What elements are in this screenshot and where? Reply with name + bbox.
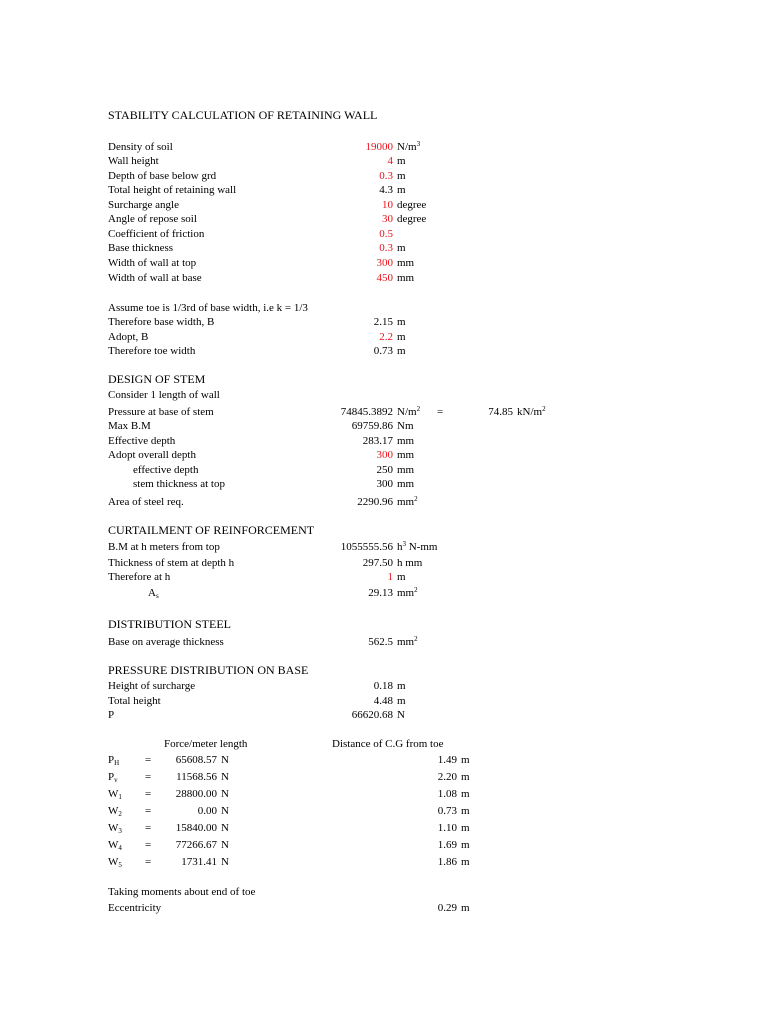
distance-value: 1.69: [437, 839, 457, 851]
distance-unit: m: [461, 771, 470, 783]
column-header: Force/meter length: [164, 738, 248, 750]
force-unit: N: [221, 788, 229, 800]
row-label: Effective depth: [108, 435, 176, 447]
row-label: Thickness of stem at depth h: [108, 557, 235, 569]
row-label: Therefore toe width: [108, 345, 196, 357]
input-label: Coefficient of friction: [108, 228, 205, 240]
row-value: 29.13: [368, 587, 393, 599]
input-value: 450: [376, 272, 393, 284]
distance-value: 0.73: [437, 805, 457, 817]
row-value: 1055555.56: [340, 541, 393, 553]
input-value: 0.5: [379, 228, 393, 240]
input-unit: mm: [397, 272, 415, 284]
row-unit: m: [397, 316, 406, 328]
row-unit: mm: [397, 464, 415, 476]
row-value: 4.48: [373, 695, 393, 707]
equals-sign: =: [145, 822, 152, 834]
row-value: 2.15: [373, 316, 393, 328]
row-label: $A_s$: [148, 587, 159, 600]
row-unit: $mm^2$: [397, 495, 418, 508]
row-label: P: [108, 709, 115, 721]
force-unit: N: [221, 805, 229, 817]
force-unit: N: [221, 839, 229, 851]
row-unit: m: [397, 331, 406, 343]
force-symbol: $P_v$: [108, 771, 118, 784]
row-value: 2290.96: [357, 496, 393, 508]
row-label: B.M at h meters from top: [108, 541, 220, 553]
row-unit: $mm^2$: [397, 586, 418, 599]
force-value: 1731.41: [181, 856, 217, 868]
distance-unit: m: [461, 822, 470, 834]
input-unit: m: [397, 155, 406, 167]
row-label: Therefore at h: [108, 571, 171, 583]
column-header: Distance of C.G from toe: [332, 738, 444, 750]
force-unit: N: [221, 822, 229, 834]
row-value: 0.73: [373, 345, 393, 357]
section-heading: PRESSURE DISTRIBUTION ON BASE: [108, 663, 309, 677]
row-unit: m: [397, 345, 406, 357]
force-unit: N: [221, 754, 229, 766]
distance-unit: m: [461, 839, 470, 851]
section-heading: DISTRIBUTION STEEL: [108, 617, 231, 631]
row-value: 562.5: [368, 636, 393, 648]
force-symbol: $W_4$: [108, 839, 122, 852]
row-label: Pressure at base of stem: [108, 406, 214, 418]
row-unit: $mm^2$: [397, 635, 418, 648]
distance-value: 1.49: [437, 754, 457, 766]
distance-unit: m: [461, 754, 470, 766]
row-value: 69759.86: [351, 420, 393, 432]
row-value: 1: [387, 571, 393, 583]
row-label: Area of steel req.: [108, 496, 184, 508]
force-value: 77266.67: [175, 839, 217, 851]
row-unit: mm: [397, 435, 415, 447]
row-label: Taking moments about end of toe: [108, 886, 256, 898]
input-label: Base thickness: [108, 242, 174, 254]
row-label: Total height: [108, 695, 161, 707]
input-label: Angle of repose soil: [108, 213, 197, 225]
input-label: Depth of base below grd: [108, 170, 217, 182]
distance-unit: m: [461, 856, 470, 868]
row-value: 250: [376, 464, 393, 476]
row-unit: mm: [397, 478, 415, 490]
input-value: 300: [376, 257, 393, 269]
row-label: stem thickness at top: [133, 478, 225, 490]
force-symbol: $W_1$: [108, 788, 122, 801]
force-symbol: $P_H$: [108, 754, 120, 767]
input-label: Total height of retaining wall: [108, 184, 237, 196]
distance-value: 2.20: [437, 771, 457, 783]
equals-sign: =: [145, 754, 152, 766]
input-value: 0.3: [379, 242, 393, 254]
equals-sign: =: [145, 805, 152, 817]
row-value: 300: [376, 449, 393, 461]
equals-sign: =: [145, 839, 152, 851]
equals-sign: =: [145, 771, 152, 783]
input-unit: m: [397, 242, 406, 254]
input-value: 0.3: [379, 170, 393, 182]
row-value: 0.18: [373, 680, 393, 692]
row-unit: N: [397, 709, 405, 721]
input-unit: $N/m^3$: [397, 140, 421, 153]
row-unit-kn: $kN/m^2$: [517, 405, 546, 418]
force-symbol: $W_2$: [108, 805, 122, 818]
force-unit: N: [221, 856, 229, 868]
equals-sign: =: [145, 856, 152, 868]
row-value: 74845.3892: [340, 406, 393, 418]
row-label: effective depth: [133, 464, 199, 476]
equals-sign: =: [437, 406, 444, 418]
force-symbol: $W_3$: [108, 822, 122, 835]
row-value: 0.29: [437, 902, 457, 914]
input-value: 4: [387, 155, 393, 167]
input-unit: m: [397, 184, 406, 196]
input-label: Surcharge angle: [108, 199, 179, 211]
force-value: 28800.00: [175, 788, 217, 800]
row-unit: Nm: [397, 420, 414, 432]
input-value: 30: [382, 213, 393, 225]
row-value-kn: 74.85: [488, 406, 513, 418]
force-value: 11568.56: [176, 771, 217, 783]
row-label: Adopt, B: [108, 331, 149, 343]
row-unit: mm: [397, 449, 415, 461]
force-unit: N: [221, 771, 229, 783]
force-value: 65608.57: [175, 754, 217, 766]
row-unit: $N/m^2$: [397, 405, 421, 418]
row-value: 283.17: [362, 435, 393, 447]
input-label: Width of wall at base: [108, 272, 202, 284]
distance-unit: m: [461, 788, 470, 800]
input-label: Wall height: [108, 155, 159, 167]
input-value: 19000: [365, 141, 393, 153]
input-label: Width of wall at top: [108, 257, 197, 269]
row-value: 66620.68: [351, 709, 393, 721]
input-unit: mm: [397, 257, 415, 269]
row-unit: m: [397, 571, 406, 583]
row-label: Max B.M: [108, 420, 151, 432]
row-label: Therefore base width, B: [108, 316, 215, 328]
distance-value: 1.86: [437, 856, 457, 868]
section-heading: DESIGN OF STEM: [108, 372, 206, 386]
distance-unit: m: [461, 805, 470, 817]
row-unit: m: [397, 695, 406, 707]
force-symbol: $W_5$: [108, 856, 122, 869]
row-unit: $h^3$ N-mm: [397, 540, 438, 553]
input-unit: degree: [397, 213, 427, 225]
distance-value: 1.10: [437, 822, 457, 834]
row-value: 2.2: [379, 331, 393, 343]
input-unit: degree: [397, 199, 427, 211]
page-title: STABILITY CALCULATION OF RETAINING WALL: [108, 108, 378, 122]
row-unit: m: [397, 680, 406, 692]
input-value: 4.3: [379, 184, 393, 196]
section-heading: CURTAILMENT OF REINFORCEMENT: [108, 523, 315, 537]
input-unit: m: [397, 170, 406, 182]
row-label: Base on average thickness: [108, 636, 224, 648]
equals-sign: =: [145, 788, 152, 800]
force-value: 15840.00: [175, 822, 217, 834]
row-label: Height of surcharge: [108, 680, 196, 692]
row-unit: h mm: [397, 557, 423, 569]
row-value: 300: [376, 478, 393, 490]
input-label: Density of soil: [108, 141, 173, 153]
force-value: 0.00: [197, 805, 217, 817]
row-label: Adopt overall depth: [108, 449, 196, 461]
row-label: Eccentricity: [108, 902, 162, 914]
assumption-text: Assume toe is 1/3rd of base width, i.e k = 1/3: [108, 302, 308, 314]
distance-value: 1.08: [437, 788, 457, 800]
row-value: 297.50: [362, 557, 393, 569]
row-unit: m: [461, 902, 470, 914]
consider-text: Consider 1 length of wall: [108, 389, 220, 401]
input-value: 10: [382, 199, 393, 211]
